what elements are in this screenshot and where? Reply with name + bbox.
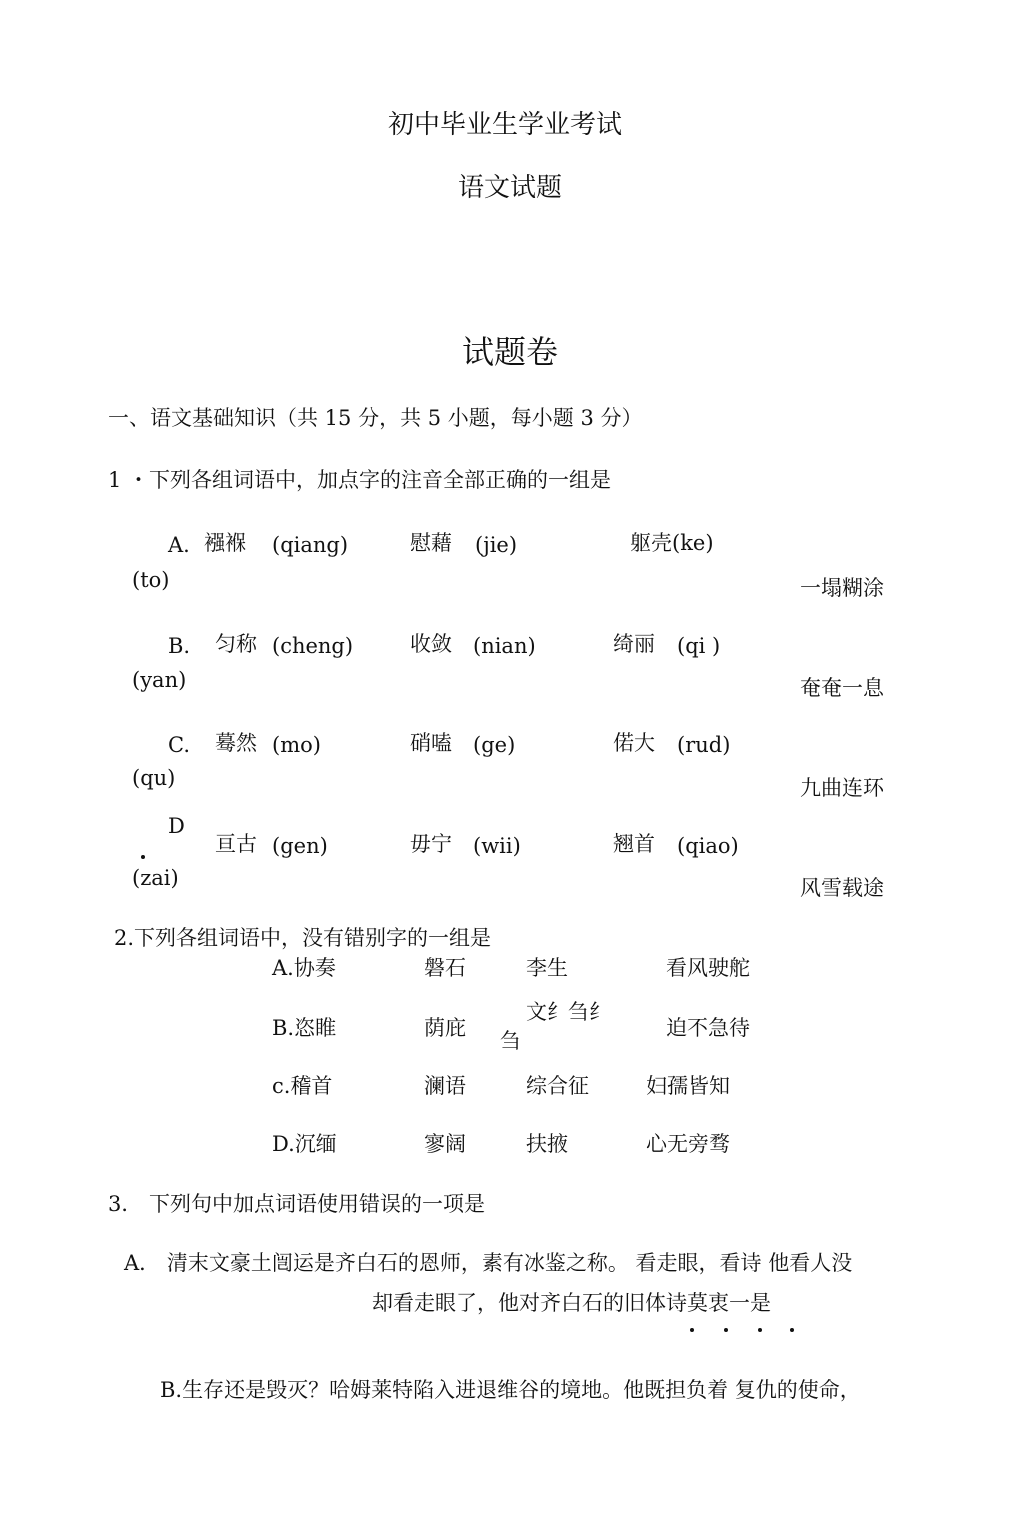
option-pinyin: (zai) [132, 866, 179, 890]
question-stem: 2.下列各组词语中，没有错别字的一组是 [114, 926, 492, 950]
option-cell: 澜语 [424, 1074, 466, 1098]
option-word: 一塌糊涂 [800, 576, 884, 600]
option-pinyin: (qu) [132, 766, 176, 790]
option-a-text: A． 清末文豪土闿运是齐白石的恩师，素有冰鉴之称。 看走眼，看诗 他看人没 [124, 1251, 853, 1275]
option-cell: 综合征 [526, 1074, 589, 1098]
option-label: C. [168, 733, 190, 757]
option-label: A. [168, 533, 190, 557]
option-cell: D.沉缅 [272, 1132, 337, 1156]
option-pinyin: (jie) [475, 533, 518, 557]
option-a-text: 却看走眼了，他对齐白石的旧体诗莫衷一是 [372, 1291, 771, 1315]
option-word: 硝嗑 [410, 731, 452, 755]
option-word: 收敛 [410, 632, 452, 656]
option-label: D [168, 814, 185, 838]
option-word: 毋宁 [410, 832, 452, 856]
option-pinyin: (ge) [473, 733, 516, 757]
option-cell: 李生 [526, 956, 568, 980]
option-word: 翘首 [613, 832, 655, 856]
emphasis-dot [690, 1328, 694, 1332]
option-word: 慰藉 [410, 531, 452, 555]
option-pinyin: (gen) [272, 834, 328, 858]
option-word: 绮丽 [613, 632, 655, 656]
subject-title: 语文试题 [458, 173, 563, 203]
option-cell: 文纟刍纟 [526, 1000, 610, 1024]
option-cell: 荫庇 [424, 1016, 466, 1040]
option-cell: 扶掖 [526, 1132, 568, 1156]
option-cell: 寥阔 [424, 1132, 466, 1156]
option-pinyin: (nian) [473, 634, 536, 658]
option-word: 九曲连环 [800, 776, 884, 800]
paper-title: 试题卷 [462, 333, 559, 371]
option-cell: 刍 [500, 1029, 521, 1053]
emphasis-dot [724, 1328, 728, 1332]
emphasis-dot [758, 1328, 762, 1332]
option-b-text: B.生存还是毁灭？哈姆莱特陷入进退维谷的境地。他既担负着 复仇的使命， [160, 1378, 861, 1402]
question-stem: 3． 下列句中加点词语使用错误的一项是 [108, 1192, 486, 1216]
option-word: 奄奄一息 [800, 676, 884, 700]
option-cell: 心无旁骛 [646, 1132, 730, 1156]
option-pinyin: (to) [132, 568, 170, 592]
option-pinyin: (mo) [272, 733, 321, 757]
option-cell: 妇孺皆知 [646, 1074, 730, 1098]
option-word: 蓦然 [215, 731, 257, 755]
option-cell: B.恣睢 [272, 1016, 337, 1040]
section-heading: 一、语文基础知识（共 15 分，共 5 小题，每小题 3 分） [108, 406, 643, 430]
option-pinyin: (wii) [473, 834, 521, 858]
option-pinyin: (yan) [132, 668, 187, 692]
option-word: 襁褓 [204, 531, 246, 555]
option-pinyin: (rud) [677, 733, 731, 757]
option-cell: A.协奏 [272, 956, 336, 980]
option-word: 偌大 [613, 731, 655, 755]
emphasis-dot [790, 1328, 794, 1332]
option-cell: 迫不急待 [666, 1016, 750, 1040]
option-label: B. [168, 634, 191, 658]
question-stem: 1 ・下列各组词语中，加点字的注音全部正确的一组是 [108, 468, 612, 492]
option-pinyin: (cheng) [272, 634, 354, 658]
option-pinyin: (qi ) [677, 634, 721, 658]
option-word: 匀称 [215, 632, 257, 656]
option-cell: 磐石 [424, 956, 466, 980]
option-pinyin: (qiao) [677, 834, 739, 858]
option-word: 风雪载途 [800, 876, 884, 900]
option-word: 躯壳(ke) [630, 531, 714, 555]
option-pinyin: (qiang) [272, 533, 349, 557]
option-word: 亘古 [215, 832, 257, 856]
exam-title: 初中毕业生学业考试 [388, 110, 623, 140]
option-cell: c.稽首 [272, 1074, 333, 1098]
option-cell: 看风驶舵 [666, 956, 750, 980]
emphasis-dot [141, 855, 145, 859]
